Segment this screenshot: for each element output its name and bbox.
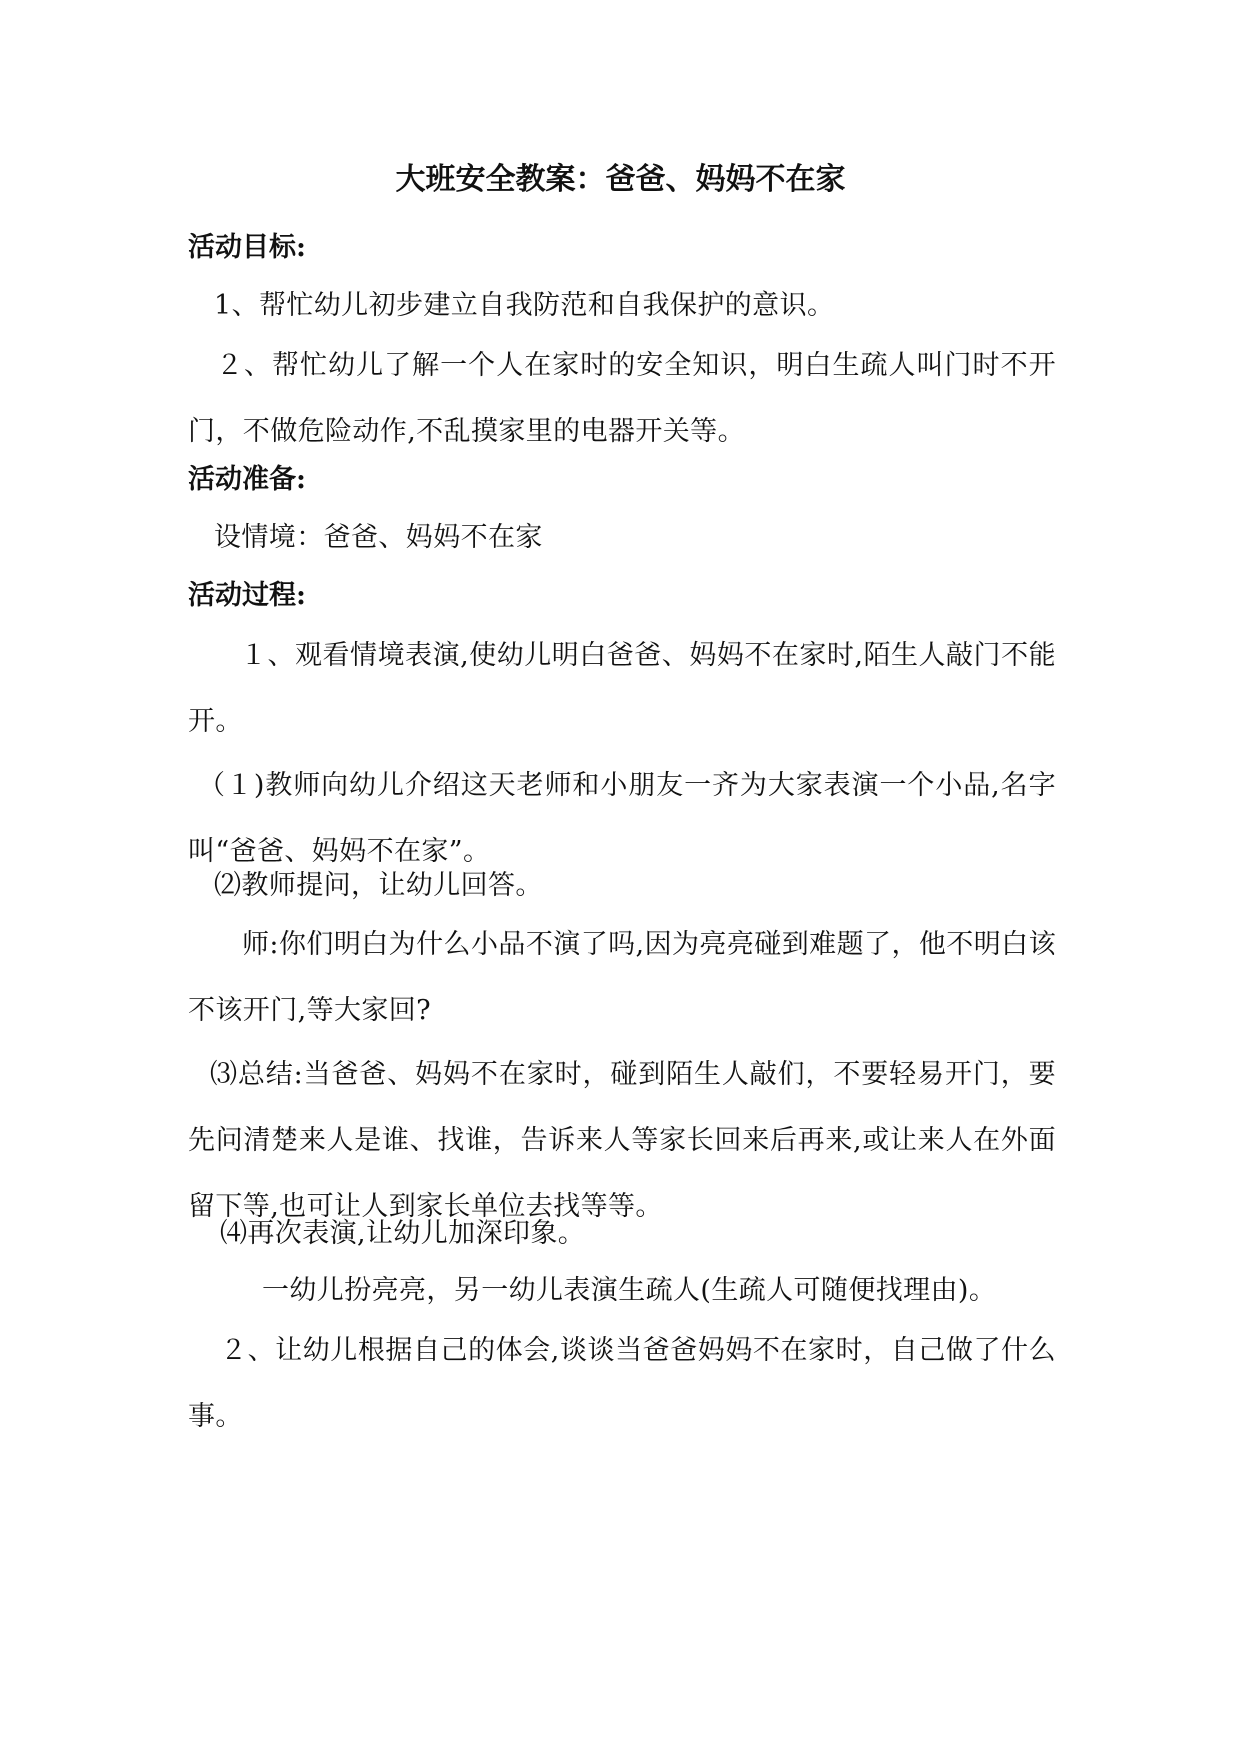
goal-item-1: 1、帮忙幼儿初步建立自我防范和自我保护的意识。: [214, 290, 835, 321]
process-step-1: １、观看情境表演,使幼儿明白爸爸、妈妈不在家时,陌生人敲门不能开。: [188, 640, 1056, 737]
section-heading-process: 活动过程:: [188, 580, 306, 611]
process-step-1-4-detail: 一幼儿扮亮亮，另一幼儿表演生疏人(生疏人可随便找理由)。: [262, 1275, 997, 1306]
preparation-item-1: 设情境：爸爸、妈妈不在家: [214, 522, 543, 553]
process-step-1-2-teacher: 师:你们明白为什么小品不演了吗,因为亮亮碰到难题了，他不明白该不该开门,等大家回?: [188, 929, 1056, 1026]
section-heading-preparation: 活动准备:: [188, 464, 306, 495]
process-step-1-2: ⑵教师提问，让幼儿回答。: [214, 870, 543, 901]
goal-item-2: ２、帮忙幼儿了解一个人在家时的安全知识，明白生疏人叫门时不开门，不做危险动作,不乱摸家里的电器开关等。: [188, 350, 1056, 447]
process-step-1-1: （１)教师向幼儿介绍这天老师和小朋友一齐为大家表演一个小品,名字叫“爸爸、妈妈不在家”。: [188, 770, 1056, 867]
page-title: 大班安全教案：爸爸、妈妈不在家: [395, 162, 846, 197]
process-step-2: ２、让幼儿根据自己的体会,谈谈当爸爸妈妈不在家时，自己做了什么事。: [188, 1335, 1056, 1432]
process-step-1-4: ⑷再次表演,让幼儿加深印象。: [220, 1218, 586, 1249]
section-heading-goals: 活动目标:: [188, 232, 306, 263]
process-step-1-3: ⑶总结:当爸爸、妈妈不在家时，碰到陌生人敲们，不要轻易开门，要先问清楚来人是谁、找谁，告诉来人等家长回来后再来,或让来人在外面留下等,也可让人到家长单位去找等等。: [188, 1059, 1056, 1222]
